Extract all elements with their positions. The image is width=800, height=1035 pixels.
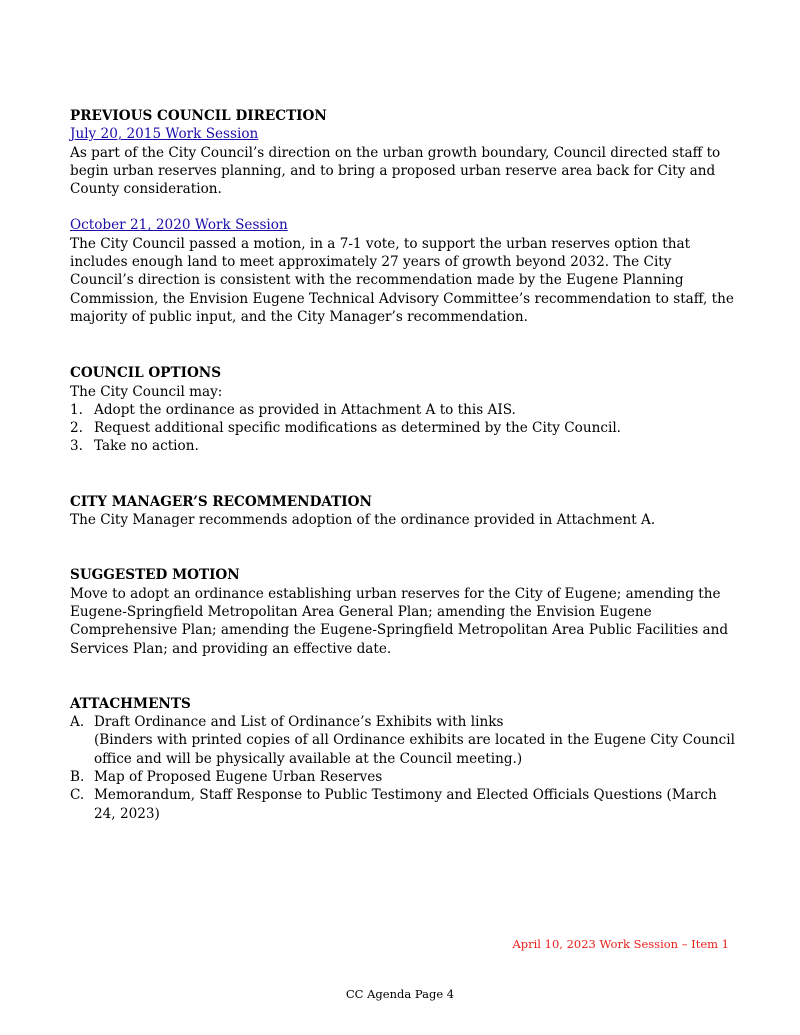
list-item <box>70 437 735 455</box>
list-marker: 2. <box>70 420 83 437</box>
attachments-section <box>70 695 735 823</box>
october-2020-description: The City Council passed a motion, in a 7-1 vote, to support the urban reserves option that includes enough land to meet approximately 27 years of growth beyond 2032. The City Council’s direction is consistent with the recommendation made by the Eugene Planning Commission, the Envision Eugene Technical Advisory Committee’s recommendation to staff, the majority of public input, and the City Manager’s recommendation. <box>70 235 734 325</box>
recommendation-heading: CITY MANAGER’S RECOMMENDATION <box>70 493 372 510</box>
october-2020-work-session-link[interactable]: October 21, 2020 Work Session <box>70 217 288 234</box>
list-item <box>70 768 735 786</box>
list-item <box>70 786 735 823</box>
previous-council-direction-heading: PREVIOUS COUNCIL DIRECTION <box>70 108 327 124</box>
list-marker: C. <box>70 787 85 804</box>
list-item <box>70 713 735 768</box>
july-2015-description: As part of the City Council’s direction on the urban growth boundary, Council directed staff to begin urban reserves planning, and to bring a proposed urban reserve area back for City and County consideration. <box>70 144 721 198</box>
city-manager-recommendation-section <box>70 493 735 530</box>
list-item-text: Request additional specific modifications as determined by the City Council. <box>94 420 621 437</box>
list-marker: 1. <box>70 401 83 418</box>
page-number: CC Agenda Page 4 <box>345 987 455 1001</box>
previous-council-direction-section <box>70 107 735 326</box>
list-marker: A. <box>70 714 85 731</box>
suggested-motion-heading: SUGGESTED MOTION <box>70 567 240 584</box>
list-item <box>70 401 735 419</box>
list-item-text: Take no action. <box>94 438 199 455</box>
list-marker: 3. <box>70 438 83 455</box>
list-marker: B. <box>70 769 85 786</box>
list-item-text: Draft Ordinance and List of Ordinance’s Exhibits with links <box>94 714 504 731</box>
document-page <box>70 107 735 823</box>
council-options-section <box>70 364 735 455</box>
council-options-heading: COUNCIL OPTIONS <box>70 365 222 382</box>
list-item-text: Memorandum, Staff Response to Public Testimony and Elected Officials Questions (March 24, 2023) <box>94 787 717 822</box>
list-item-note: (Binders with printed copies of all Ordinance exhibits are located in the Eugene City Council office and will be physically available at the Council meeting.) <box>94 732 735 767</box>
suggested-motion-text: Move to adopt an ordinance establishing urban reserves for the City of Eugene; amending the Eugene-Springfield Metropolitan Area General Plan; amending the Envision Eugene Comprehensive Plan; amending the Eugene-Springfield Metropolitan Area Public Facilities and Services Plan; and providing an effective date. <box>70 585 729 657</box>
list-item <box>70 419 735 437</box>
attachments-list <box>70 713 735 823</box>
recommendation-text: The City Manager recommends adoption of the ordinance provided in Attachment A. <box>70 512 656 529</box>
work-session-item-label: April 10, 2023 Work Session – Item 1 <box>512 937 729 951</box>
council-options-list <box>70 401 735 456</box>
council-options-intro: The City Council may: <box>70 383 223 400</box>
suggested-motion-section <box>70 566 735 657</box>
july-2015-work-session-link[interactable]: July 20, 2015 Work Session <box>70 126 259 143</box>
list-item-text: Map of Proposed Eugene Urban Reserves <box>94 769 383 786</box>
list-item-text: Adopt the ordinance as provided in Attachment A to this AIS. <box>94 401 516 418</box>
attachments-heading: ATTACHMENTS <box>70 695 191 712</box>
